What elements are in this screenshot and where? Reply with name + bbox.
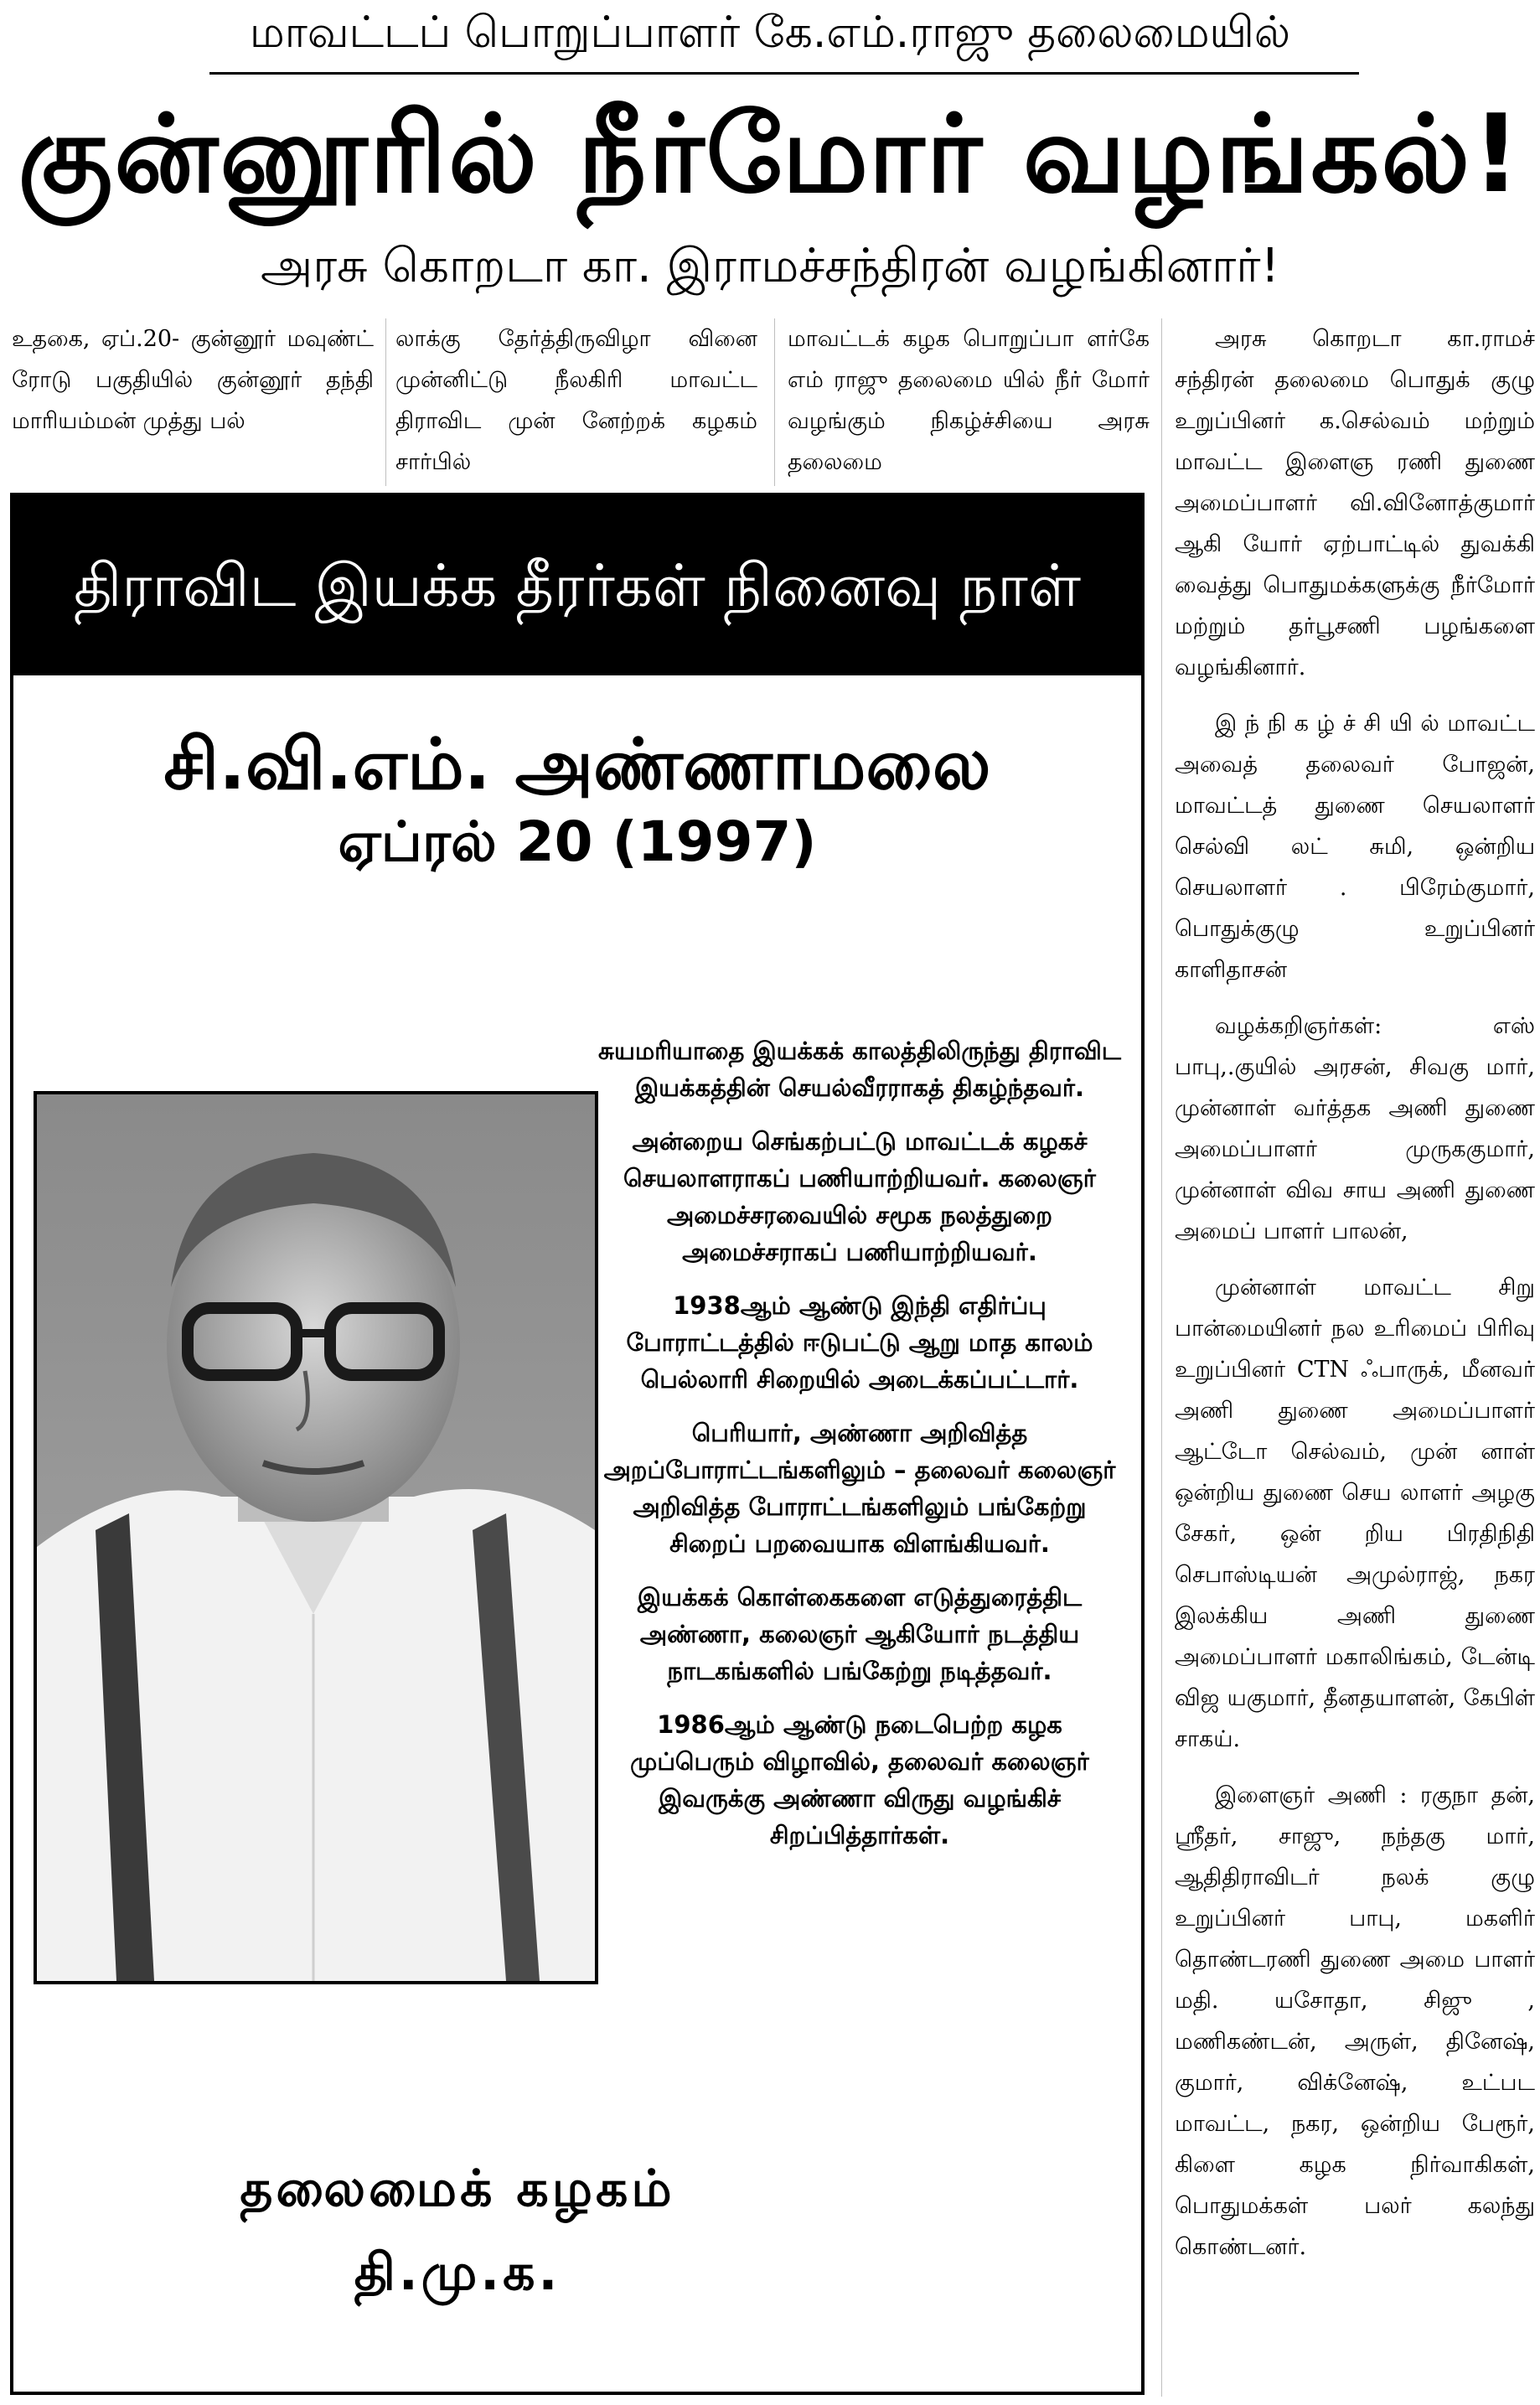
kicker-underline: [209, 72, 1359, 75]
headline: குன்னூரில் நீர்மோர் வழங்கல்!: [18, 92, 1522, 217]
advert-signature-line2: தி.மு.க.: [354, 2243, 561, 2302]
kicker-line: மாவட்டப் பொறுப்பாளர் கே.எம்.ராஜு தலைமையில்: [249, 8, 1291, 58]
article-paragraph: முன்னாள் மாவட்ட சிறு பான்மையினர் நல உரிமைப் பிரிவு உறுப்பினர் CTN ஃபாருக், மீனவர் அணி துணை அமைப்பாளர் ஆட்டோ செல்வம், முன் னாள் ஒன்றிய துணை செய லாளர் அழகு சேகர், ஒன் றிய பிரதிநிதி செபாஸ்டியன் அமுல்ராஜ், நகர இலக்கிய அணி துணை அமைப்பாளர் மகாலிங்கம், டேன்டி விஜ யகுமார், தீனதயாளன், கேபிள் சாகய்.: [1175, 1275, 1535, 1752]
advert-person-name: சி.வி.எம். அண்ணாமலை: [163, 723, 991, 805]
bio-paragraph: 1938ஆம் ஆண்டு இந்தி எதிர்ப்பு போராட்டத்தில் ஈடுபட்டு ஆறு மாத காலம் பெல்லாரி சிறையில் அடைக்கப்பட்டார்.: [626, 1291, 1093, 1394]
column-3: [788, 318, 1150, 488]
article-paragraph: உதகை, ஏப்.20- குன்னூர் மவுண்ட் ரோடு பகுதியில் குன்னூர் தந்தி மாரியம்மன் முத்து பல்: [12, 326, 374, 434]
article-paragraph: மாவட்டக் கழக பொறுப்பா ளர்கே எம் ராஜு தலைமை யில் நீர் மோர் வழங்கும் நிகழ்ச்சியை அரசு தலைமை: [788, 326, 1150, 475]
bio-paragraph: சுயமரியாதை இயக்கக் காலத்திலிருந்து திராவிட இயக்கத்தின் செயல்வீரராகத் திகழ்ந்தவர்.: [598, 1037, 1121, 1102]
advert-banner: திராவிட இயக்க தீரர்கள் நினைவு நாள்: [13, 496, 1141, 675]
portrait-image: [37, 1094, 595, 1981]
column-separator: [774, 318, 775, 486]
bio-paragraph: அன்றைய செங்கற்பட்டு மாவட்டக் கழகச் செயலாளராகப் பணியாற்றியவர். கலைஞர் அமைச்சரவையில் சமூக நலத்துறை அமைச்சராகப் பணியாற்றியவர்.: [623, 1127, 1096, 1266]
article-paragraph: அரசு கொறடா கா.ராமச் சந்திரன் தலைமை பொதுக் குழு உறுப்பினர் க.செல்வம் மற்றும் மாவட்ட இளைஞ ரணி துணை அமைப்பாளர் வி.வினோத்குமார் ஆகி யோர் ஏற்பாட்டில் துவக்கி வைத்து பொதுமக்களுக்கு நீர்மோர் மற்றும் தர்பூசணி பழங்களை வழங்கினார்.: [1175, 326, 1535, 680]
article-paragraph: இ ந் நி க ழ் ச் சி யி ல் மாவட்ட அவைத் தலைவர் போஜன், மாவட்டத் துணை செயலாளர் செல்வி லட் சுமி, ஒன்றிய செயலாளர் . பிரேம்குமார், பொதுக்குழு உறுப்பினர் காளிதாசன்: [1175, 711, 1535, 983]
article-paragraph: லாக்கு தேர்த்திருவிழா வினை முன்னிட்டு நீலகிரி மாவட்ட திராவிட முன் னேற்றக் கழகம் சார்பில்: [395, 326, 757, 475]
advert-biography: [592, 1032, 1128, 1870]
column-1: [12, 318, 374, 447]
column-separator: [385, 318, 386, 486]
advert-signature-line1: தலைமைக் கழகம்: [240, 2159, 675, 2218]
portrait-photo: [34, 1091, 598, 1984]
article-paragraph: வழக்கறிஞர்கள்: எஸ் பாபு,.குயில் அரசன், சிவகு மார், முன்னாள் வர்த்தக அணி துணை அமைப்பாளர் முருககுமார், முன்னாள் விவ சாய அணி துணை அமைப் பாளர் பாலன்,: [1175, 1013, 1535, 1244]
advert-date: ஏப்ரல் 20 (1997): [338, 809, 817, 874]
column-separator: [1161, 318, 1162, 2397]
bio-paragraph: பெரியார், அண்ணா அறிவித்த அறப்போராட்டங்களிலும் – தலைவர் கலைஞர் அறிவித்த போராட்டங்களிலும் பங்கேற்று சிறைப் பறவையாக விளங்கியவர்.: [603, 1419, 1116, 1558]
memorial-advert: [10, 493, 1145, 2395]
column-2: [395, 318, 757, 488]
bio-paragraph: 1986ஆம் ஆண்டு நடைபெற்ற கழக முப்பெரும் விழாவில், தலைவர் கலைஞர் இவருக்கு அண்ணா விருது வழங்கிச் சிறப்பித்தார்கள்.: [630, 1710, 1089, 1849]
column-4: [1175, 318, 1535, 2283]
subheadline: அரசு கொறடா கா. இராமச்சந்திரன் வழங்கினார்!: [260, 239, 1280, 293]
bio-paragraph: இயக்கக் கொள்கைகளை எடுத்துரைத்திட அண்ணா, கலைஞர் ஆகியோர் நடத்திய நாடகங்களில் பங்கேற்று நடித்தவர்.: [637, 1583, 1083, 1685]
article-paragraph: இளைஞர் அணி : ரகுநா தன், ஸ்ரீதர், சாஜு, நந்தகு மார், ஆதிதிராவிடர் நலக் குழு உறுப்பினர் பாபு, மகளிர் தொண்டரணி துணை அமை பாளர் மதி. யசோதா, சிஜு , மணிகண்டன், அருள், தினேஷ், குமார், விக்னேஷ், உட்பட மாவட்ட, நகர, ஒன்றிய பேரூர், கிளை கழக நிர்வாகிகள், பொதுமக்கள் பலர் கலந்து கொண்டனர்.: [1175, 1782, 1535, 2260]
